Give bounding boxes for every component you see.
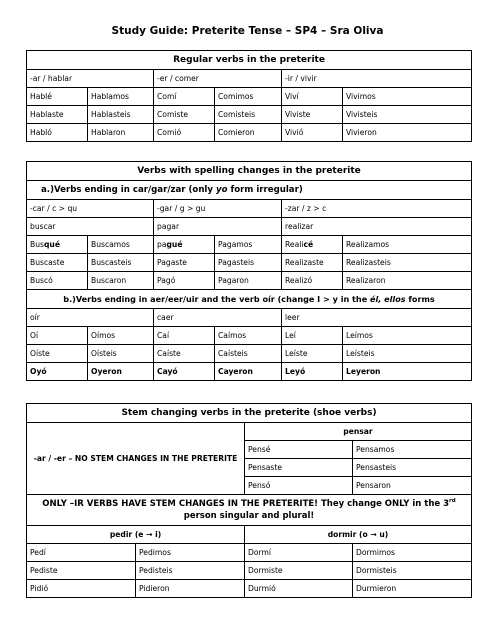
spelling-rule-cell: -zar / z > c [282,200,472,218]
verb-ending: gué [166,240,183,249]
conjugation-cell: Oímos [88,327,154,345]
verb-stem: pa [157,240,167,249]
conjugation-cell: Oyó [27,363,88,381]
conjugation-row [27,544,472,562]
conjugation-cell: Leyeron [343,363,472,381]
conjugation-cell: Leísteis [343,345,472,363]
infinitive-cell: oír [27,309,154,327]
dormir-label: dormir (o → u) [245,526,472,544]
conjugation-cell: Durmió [245,580,353,598]
conjugation-cell: Comiste [154,106,215,124]
conjugation-cell: Caíste [154,345,215,363]
subheading-car-gar-zar [27,181,472,200]
conjugation-cell [282,236,343,254]
conjugation-cell: Leímos [343,327,472,345]
infinitive-cell: buscar [27,218,154,236]
verb-stem: Reali [285,240,304,249]
conjugation-cell: Leí [282,327,343,345]
infinitive-cell: pagar [154,218,282,236]
conjugation-cell: Dormí [245,544,353,562]
subheading-emphasis: yo [215,185,228,195]
conjugation-cell: Buscamos [88,236,154,254]
subheading-aer-eer-uir [27,290,472,309]
note-text: ONLY –IR VERBS HAVE STEM CHANGES IN THE PRETERITE! They change ONLY in the 3 [42,499,450,509]
infinitive-cell: caer [154,309,282,327]
note-superscript: rd [449,498,456,505]
regular-heading: Regular verbs in the preterite [27,51,472,70]
infinitive-cell: -ir / vivir [282,70,472,88]
conjugation-cell: Pensé [245,441,353,459]
conjugation-cell: Vivieron [343,124,472,142]
conjugation-cell: Leíste [282,345,343,363]
pensar-label: pensar [245,423,472,441]
conjugation-cell: Viviste [282,106,343,124]
conjugation-cell: Habló [27,124,88,142]
conjugation-row [27,580,472,598]
conjugation-cell: Hablé [27,88,88,106]
conjugation-row [27,327,472,345]
conjugation-cell: Caímos [215,327,282,345]
conjugation-row [27,106,472,124]
conjugation-cell: Dormimos [353,544,472,562]
conjugation-cell: Comimos [215,88,282,106]
spelling-rule-cell: -gar / g > gu [154,200,282,218]
conjugation-cell: Dormiste [245,562,353,580]
conjugation-cell: Buscó [27,272,88,290]
conjugation-cell: Vivió [282,124,343,142]
conjugation-row [27,254,472,272]
conjugation-cell: Pagaste [154,254,215,272]
conjugation-cell: Realizaron [343,272,472,290]
infinitive-cell: leer [282,309,472,327]
conjugation-cell: Oí [27,327,88,345]
conjugation-cell: Hablaron [88,124,154,142]
conjugation-cell: Pidió [27,580,136,598]
conjugation-cell: Hablasteis [88,106,154,124]
spelling-heading: Verbs with spelling changes in the preterite [27,162,472,181]
conjugation-cell [27,236,88,254]
conjugation-cell: Caísteis [215,345,282,363]
conjugation-cell: Realizamos [343,236,472,254]
conjugation-cell: Comí [154,88,215,106]
conjugation-cell: Pensó [245,477,353,495]
ar-er-note: -ar / -er – NO STEM CHANGES IN THE PRETERITE [27,423,245,495]
pensar-label-row [27,423,472,441]
spelling-rule-row [27,200,472,218]
conjugation-cell: Realizaste [282,254,343,272]
conjugation-row [27,124,472,142]
conjugation-cell: Oíste [27,345,88,363]
conjugation-cell: Pensaron [353,477,472,495]
conjugation-cell: Buscasteis [88,254,154,272]
conjugation-cell: Durmieron [353,580,472,598]
conjugation-cell: Oyeron [88,363,154,381]
conjugation-row [27,236,472,254]
conjugation-row [27,88,472,106]
pedir-label: pedir (e → i) [27,526,245,544]
subheading-text: a.)Verbs ending in car/gar/zar (only [41,185,216,195]
conjugation-cell: Realizasteis [343,254,472,272]
conjugation-cell: Hablaste [27,106,88,124]
conjugation-cell: Vivimos [343,88,472,106]
verb-ending: cé [303,240,314,249]
conjugation-cell: Cayó [154,363,215,381]
infinitive-row [27,218,472,236]
stem-heading: Stem changing verbs in the preterite (shoe verbs) [27,404,472,423]
subheading-text: forms [405,294,435,304]
conjugation-cell: Hablamos [88,88,154,106]
conjugation-row [27,345,472,363]
spelling-changes-table [26,161,472,381]
infinitive-row [27,309,472,327]
conjugation-cell: Pedisteis [136,562,245,580]
conjugation-cell: Buscaron [88,272,154,290]
conjugation-row [27,272,472,290]
infinitive-cell: -er / comer [154,70,282,88]
infinitive-cell: -ar / hablar [27,70,154,88]
conjugation-cell: Buscaste [27,254,88,272]
conjugation-cell: Pensamos [353,441,472,459]
conjugation-cell: Pagó [154,272,215,290]
conjugation-cell: Pensaste [245,459,353,477]
conjugation-cell: Comisteis [215,106,282,124]
conjugation-cell: Pediste [27,562,136,580]
conjugation-cell: Comieron [215,124,282,142]
verb-stem: Bus [30,240,44,249]
conjugation-cell: Pedimos [136,544,245,562]
infinitive-cell: realizar [282,218,472,236]
conjugation-cell: Pagamos [215,236,282,254]
stem-changing-table [26,403,472,598]
conjugation-row-bold [27,363,472,381]
page-title: Study Guide: Preterite Tense – SP4 – Sra Oliva [111,25,384,37]
conjugation-cell: Viví [282,88,343,106]
ir-verb-label-row [27,526,472,544]
conjugation-cell: Caí [154,327,215,345]
conjugation-cell [154,236,215,254]
subheading-text: form irregular) [227,185,303,195]
note-text: person singular and plural! [183,511,315,521]
spelling-rule-cell: -car / c > qu [27,200,154,218]
subheading-emphasis: él, ellos [370,294,406,304]
conjugation-row [27,562,472,580]
conjugation-cell: Leyó [282,363,343,381]
conjugation-cell: Pagasteis [215,254,282,272]
conjugation-cell: Dormisteis [353,562,472,580]
verb-ending: qué [43,240,60,249]
conjugation-cell: Cayeron [215,363,282,381]
conjugation-cell: Realizó [282,272,343,290]
conjugation-cell: Comió [154,124,215,142]
subheading-text: b.)Verbs ending in aer/eer/uir and the verb oír (change I > y in the [63,294,370,304]
conjugation-cell: Pagaron [215,272,282,290]
infinitive-row [27,70,472,88]
conjugation-cell: Oísteis [88,345,154,363]
conjugation-cell: Pensasteis [353,459,472,477]
conjugation-cell: Vivisteis [343,106,472,124]
conjugation-cell: Pidieron [136,580,245,598]
regular-verbs-table [26,50,472,142]
ir-verbs-note [27,495,472,526]
conjugation-cell: Pedí [27,544,136,562]
